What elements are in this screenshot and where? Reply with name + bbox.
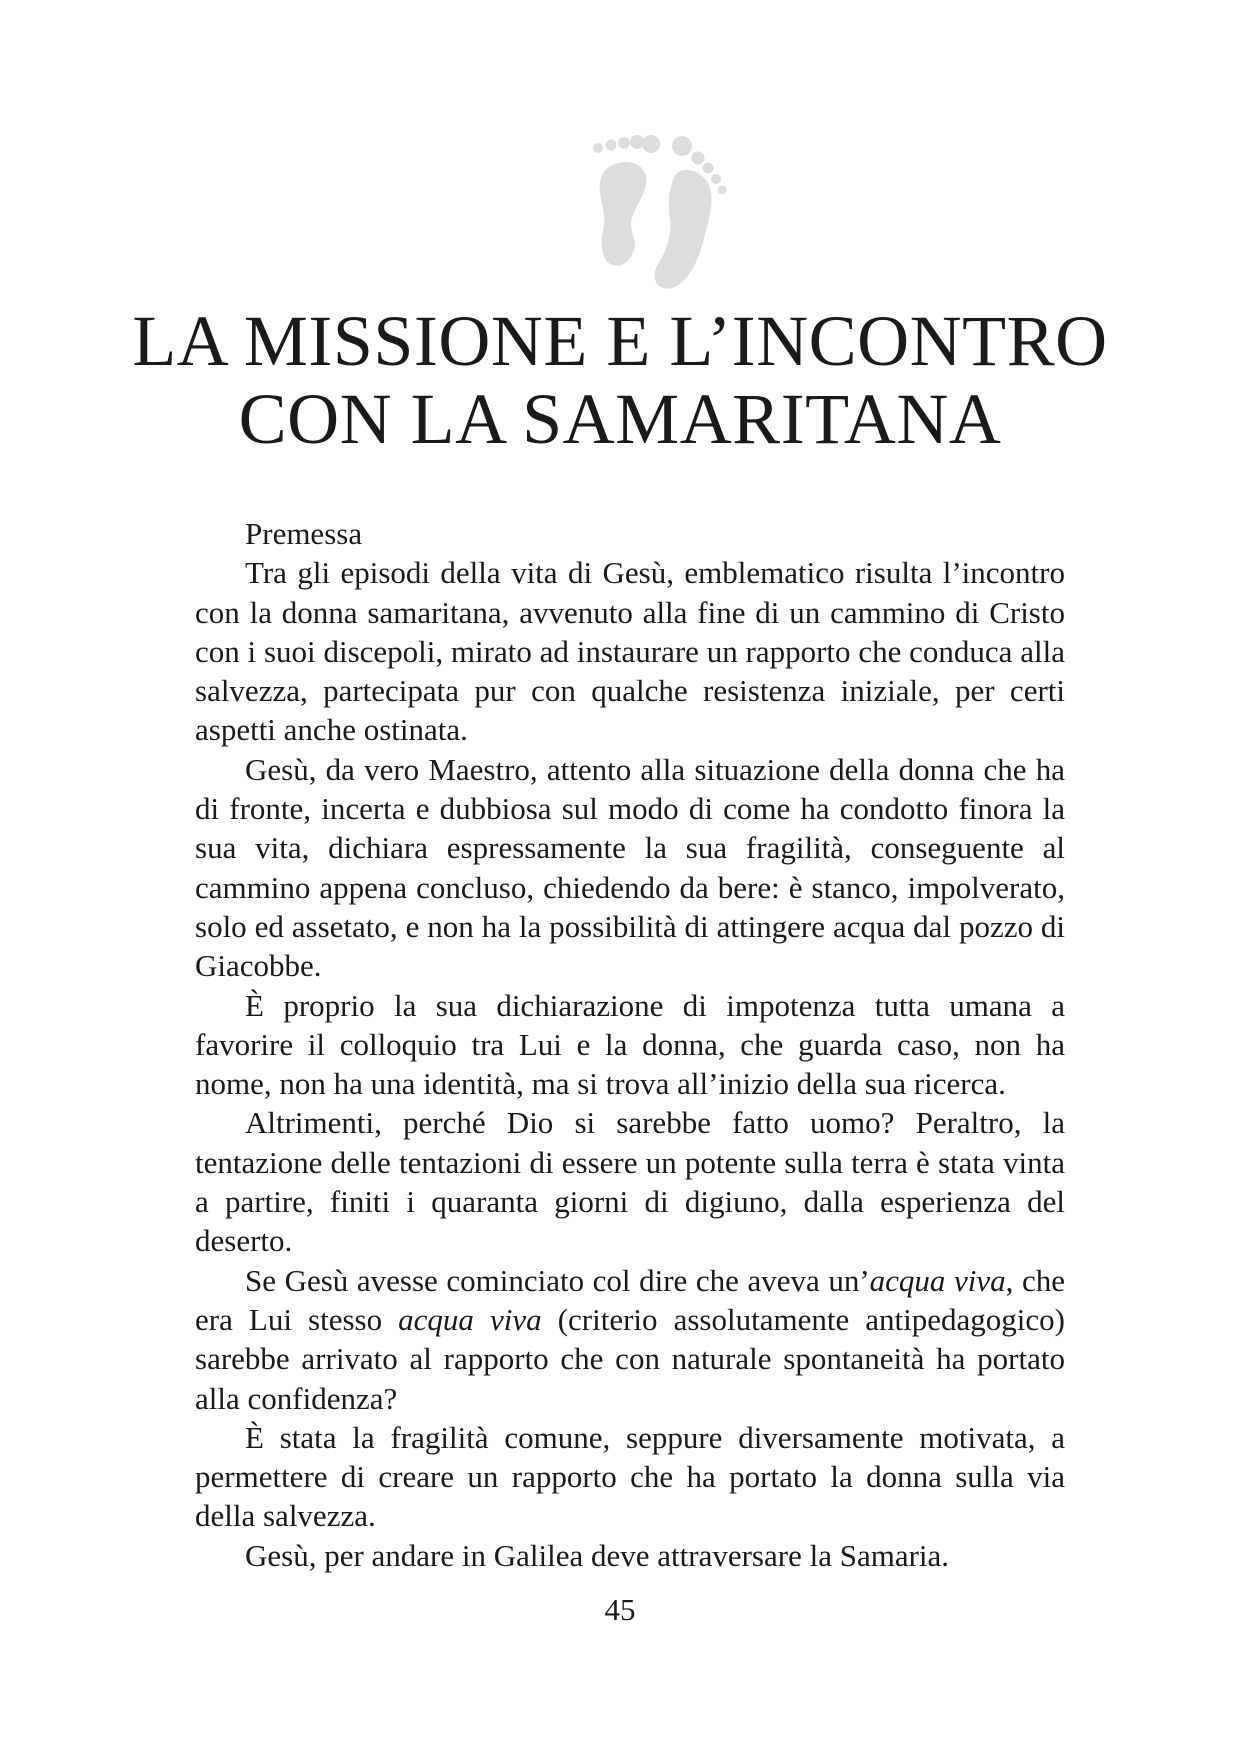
paragraph-5-italic-1: acqua viva [869,1262,1006,1298]
footprints-icon [570,132,770,300]
paragraph-5 [195,1261,1065,1418]
chapter-title [120,301,1120,461]
paragraph-1: Tra gli episodi della vita di Gesù, emblematico risulta l’incontro con la donna samaritana, avvenuto alla fine di un cammino di Cristo con i suoi discepoli, mirato ad instaurare un rapporto che conduca alla salvezza, partecipata pur con qualche resistenza iniziale, per certi aspetti anche ostinata. [195,555,1065,748]
paragraph-6: È stata la fragilità comune, seppure diversamente motivata, a permettere di creare un rapporto che ha portato la donna sulla via della salvezza. [195,1419,1065,1534]
paragraph-5-text-2: , che era Lui stesso [195,1262,1065,1337]
page-number: 45 [604,1592,636,1627]
chapter-title-line-1: LA MISSIONE E L’INCONTRO [132,301,1108,381]
paragraph-5-italic-2: acqua viva [398,1301,542,1337]
paragraph-5-text-3: (criterio assolutamente antipedagogico) sarebbe arrivato al rapporto che con naturale spontaneità ha portato alla confidenza? [195,1301,1065,1416]
paragraph-7: Gesù, per andare in Galilea deve attraversare la Samaria. [245,1537,950,1573]
body-text [195,514,1065,1575]
paragraph-2: Gesù, da vero Maestro, attento alla situazione della donna che ha di fronte, incerta e dubbiosa sul modo di come ha condotto finora la sua vita, dichiara espressamente la sua fragilità, conseguente al cammino appena concluso, chiedendo da bere: è stanco, impolverato, solo ed assetato, e non ha la possibilità di attingere acqua dal pozzo di Giacobbe. [195,751,1065,984]
chapter-title-line-2: CON LA SAMARITANA [238,379,1002,459]
section-heading: Premessa [245,516,363,551]
paragraph-5-text-1: Se Gesù avesse cominciato col dire che aveva un’ [245,1262,870,1298]
paragraph-3: È proprio la sua dichiarazione di impotenza tutta umana a favorire il colloquio tra Lui e la donna, che guarda caso, non ha nome, non ha una identità, ma si trova all’inizio della sua ricerca. [195,987,1065,1102]
paragraph-4: Altrimenti, perché Dio si sarebbe fatto uomo? Peraltro, la tentazione delle tentazioni di essere un potente sulla terra è stata vinta a partire, finiti i quaranta giorni di digiuno, dalla esperienza del deserto. [195,1105,1065,1259]
